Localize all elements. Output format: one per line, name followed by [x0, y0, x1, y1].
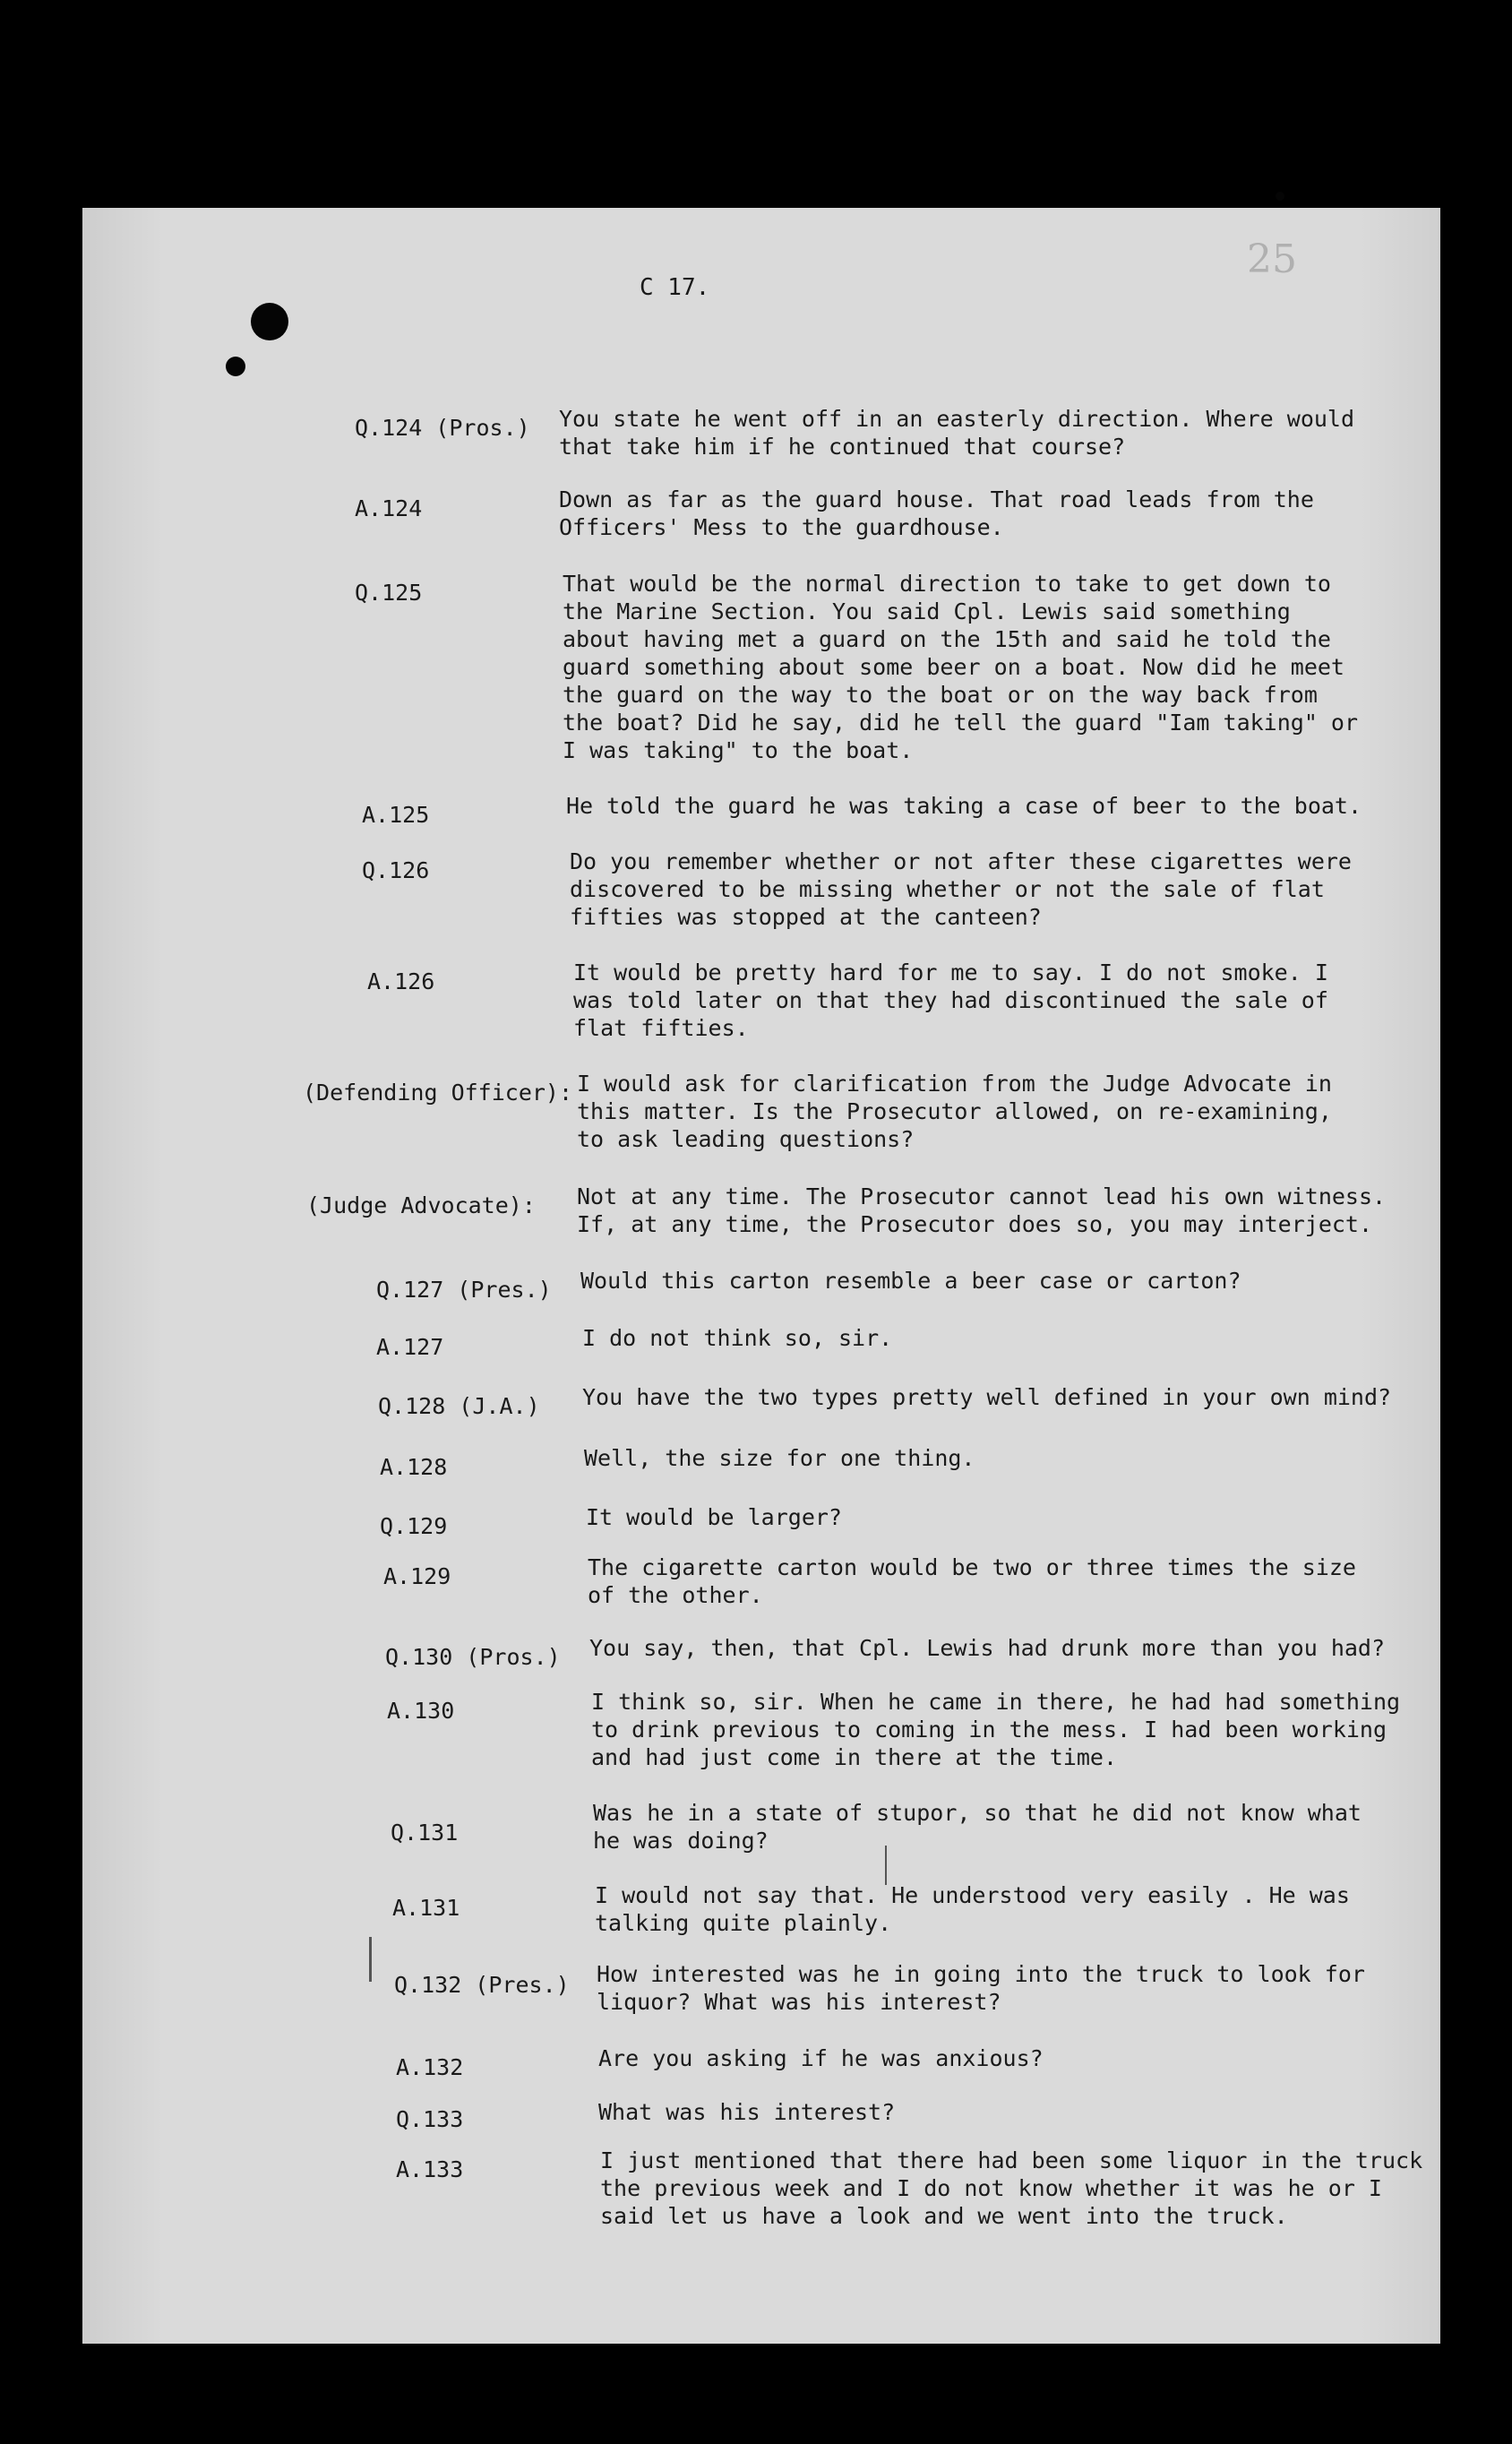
entry-label: A.124 — [355, 495, 423, 521]
entry-text: Not at any time. The Prosecutor cannot lead his own witness. If, at any time, the Prosecutor does so, you may interject. — [577, 1183, 1387, 1237]
entry-label: A.130 — [387, 1698, 455, 1724]
entry-text: He told the guard he was taking a case of beer to the boat. — [566, 793, 1362, 819]
margin-line — [369, 1937, 372, 1982]
entry-text: I would not say that. He understood very easily . He was talking quite plainly. — [595, 1882, 1350, 1936]
entry-text: It would be larger? — [586, 1504, 842, 1530]
entry-text: I just mentioned that there had been some liquor in the truck the previous week and I do not know whether it was he or I said let us have a look and we went into the truck. — [600, 2147, 1423, 2229]
entry-label: A.128 — [380, 1454, 448, 1480]
entry-label: Q.129 — [380, 1513, 448, 1539]
entry-text: How interested was he in going into the truck to look for liquor? What was his interest? — [597, 1961, 1365, 2015]
entry-label: A.131 — [392, 1895, 460, 1921]
entry-label: Q.124 (Pros.) — [355, 415, 530, 441]
entry-text: I do not think so, sir. — [582, 1325, 893, 1351]
entry-text: You have the two types pretty well defined in your own mind? — [582, 1384, 1392, 1410]
entry-label: Q.125 — [355, 580, 423, 606]
corner-speck — [1276, 192, 1284, 201]
entry-label: Q.127 (Pres.) — [376, 1277, 552, 1303]
entry-label: A.126 — [367, 968, 435, 994]
entry-text: The cigarette carton would be two or three times the size of the other. — [588, 1554, 1356, 1608]
entry-text: Down as far as the guard house. That road leads from the Officers' Mess to the guardhouse. — [559, 486, 1314, 540]
entry-text: I would ask for clarification from the Judge Advocate in this matter. Is the Prosecutor allowed, on re-examining, to ask leading questions? — [577, 1071, 1332, 1152]
speaker-label: (Judge Advocate): — [306, 1192, 536, 1218]
entry-label: Q.132 (Pres.) — [394, 1972, 570, 1998]
entry-label: Q.131 — [391, 1820, 459, 1846]
entry-text: Was he in a state of stupor, so that he did not know what he was doing? — [593, 1800, 1362, 1854]
entry-label: Q.128 (J.A.) — [378, 1393, 540, 1419]
entry-text: Are you asking if he was anxious? — [598, 2045, 1044, 2071]
entry-text: It would be pretty hard for me to say. I do not smoke. I was told later on that they had discontinued the sale of flat fifties. — [573, 960, 1328, 1041]
entry-label: A.125 — [362, 802, 430, 828]
entry-text: Would this carton resemble a beer case or carton? — [580, 1268, 1241, 1294]
entry-text: That would be the normal direction to take to get down to the Marine Section. You said Cpl. Lewis said something about having met a guard on the 15th and said he told the guard something about some beer on a boat. Now did he meet the guard on the way to the boat or on the way back from the boat? Did he say, did he tell the guard "Iam taking" or I was taking" to the boat. — [563, 571, 1359, 763]
punch-hole-small — [226, 357, 245, 376]
entry-text: You say, then, that Cpl. Lewis had drunk more than you had? — [589, 1635, 1386, 1661]
entry-label: A.132 — [396, 2054, 464, 2080]
page-number-stamp: 25 — [1247, 237, 1297, 282]
entry-label: Q.133 — [396, 2106, 464, 2132]
entry-text: You state he went off in an easterly direction. Where would that take him if he continued that course? — [559, 406, 1355, 460]
punch-hole — [251, 303, 288, 340]
entry-text: Do you remember whether or not after these cigarettes were discovered to be missing whether or not the sale of flat fifties was stopped at the canteen? — [570, 848, 1352, 930]
page-reference: C 17. — [640, 274, 710, 301]
entry-label: A.133 — [396, 2156, 464, 2182]
speaker-label: (Defending Officer): — [303, 1080, 573, 1106]
entry-text: What was his interest? — [598, 2099, 896, 2125]
entry-label: Q.126 — [362, 857, 430, 883]
entry-text: I think so, sir. When he came in there, he had had something to drink previous to coming in the mess. I had been working and had just come in there at the time. — [591, 1689, 1401, 1770]
entry-label: Q.130 (Pros.) — [385, 1644, 561, 1670]
entry-label: A.129 — [383, 1563, 451, 1589]
entry-label: A.127 — [376, 1334, 444, 1360]
entry-text: Well, the size for one thing. — [584, 1445, 975, 1471]
